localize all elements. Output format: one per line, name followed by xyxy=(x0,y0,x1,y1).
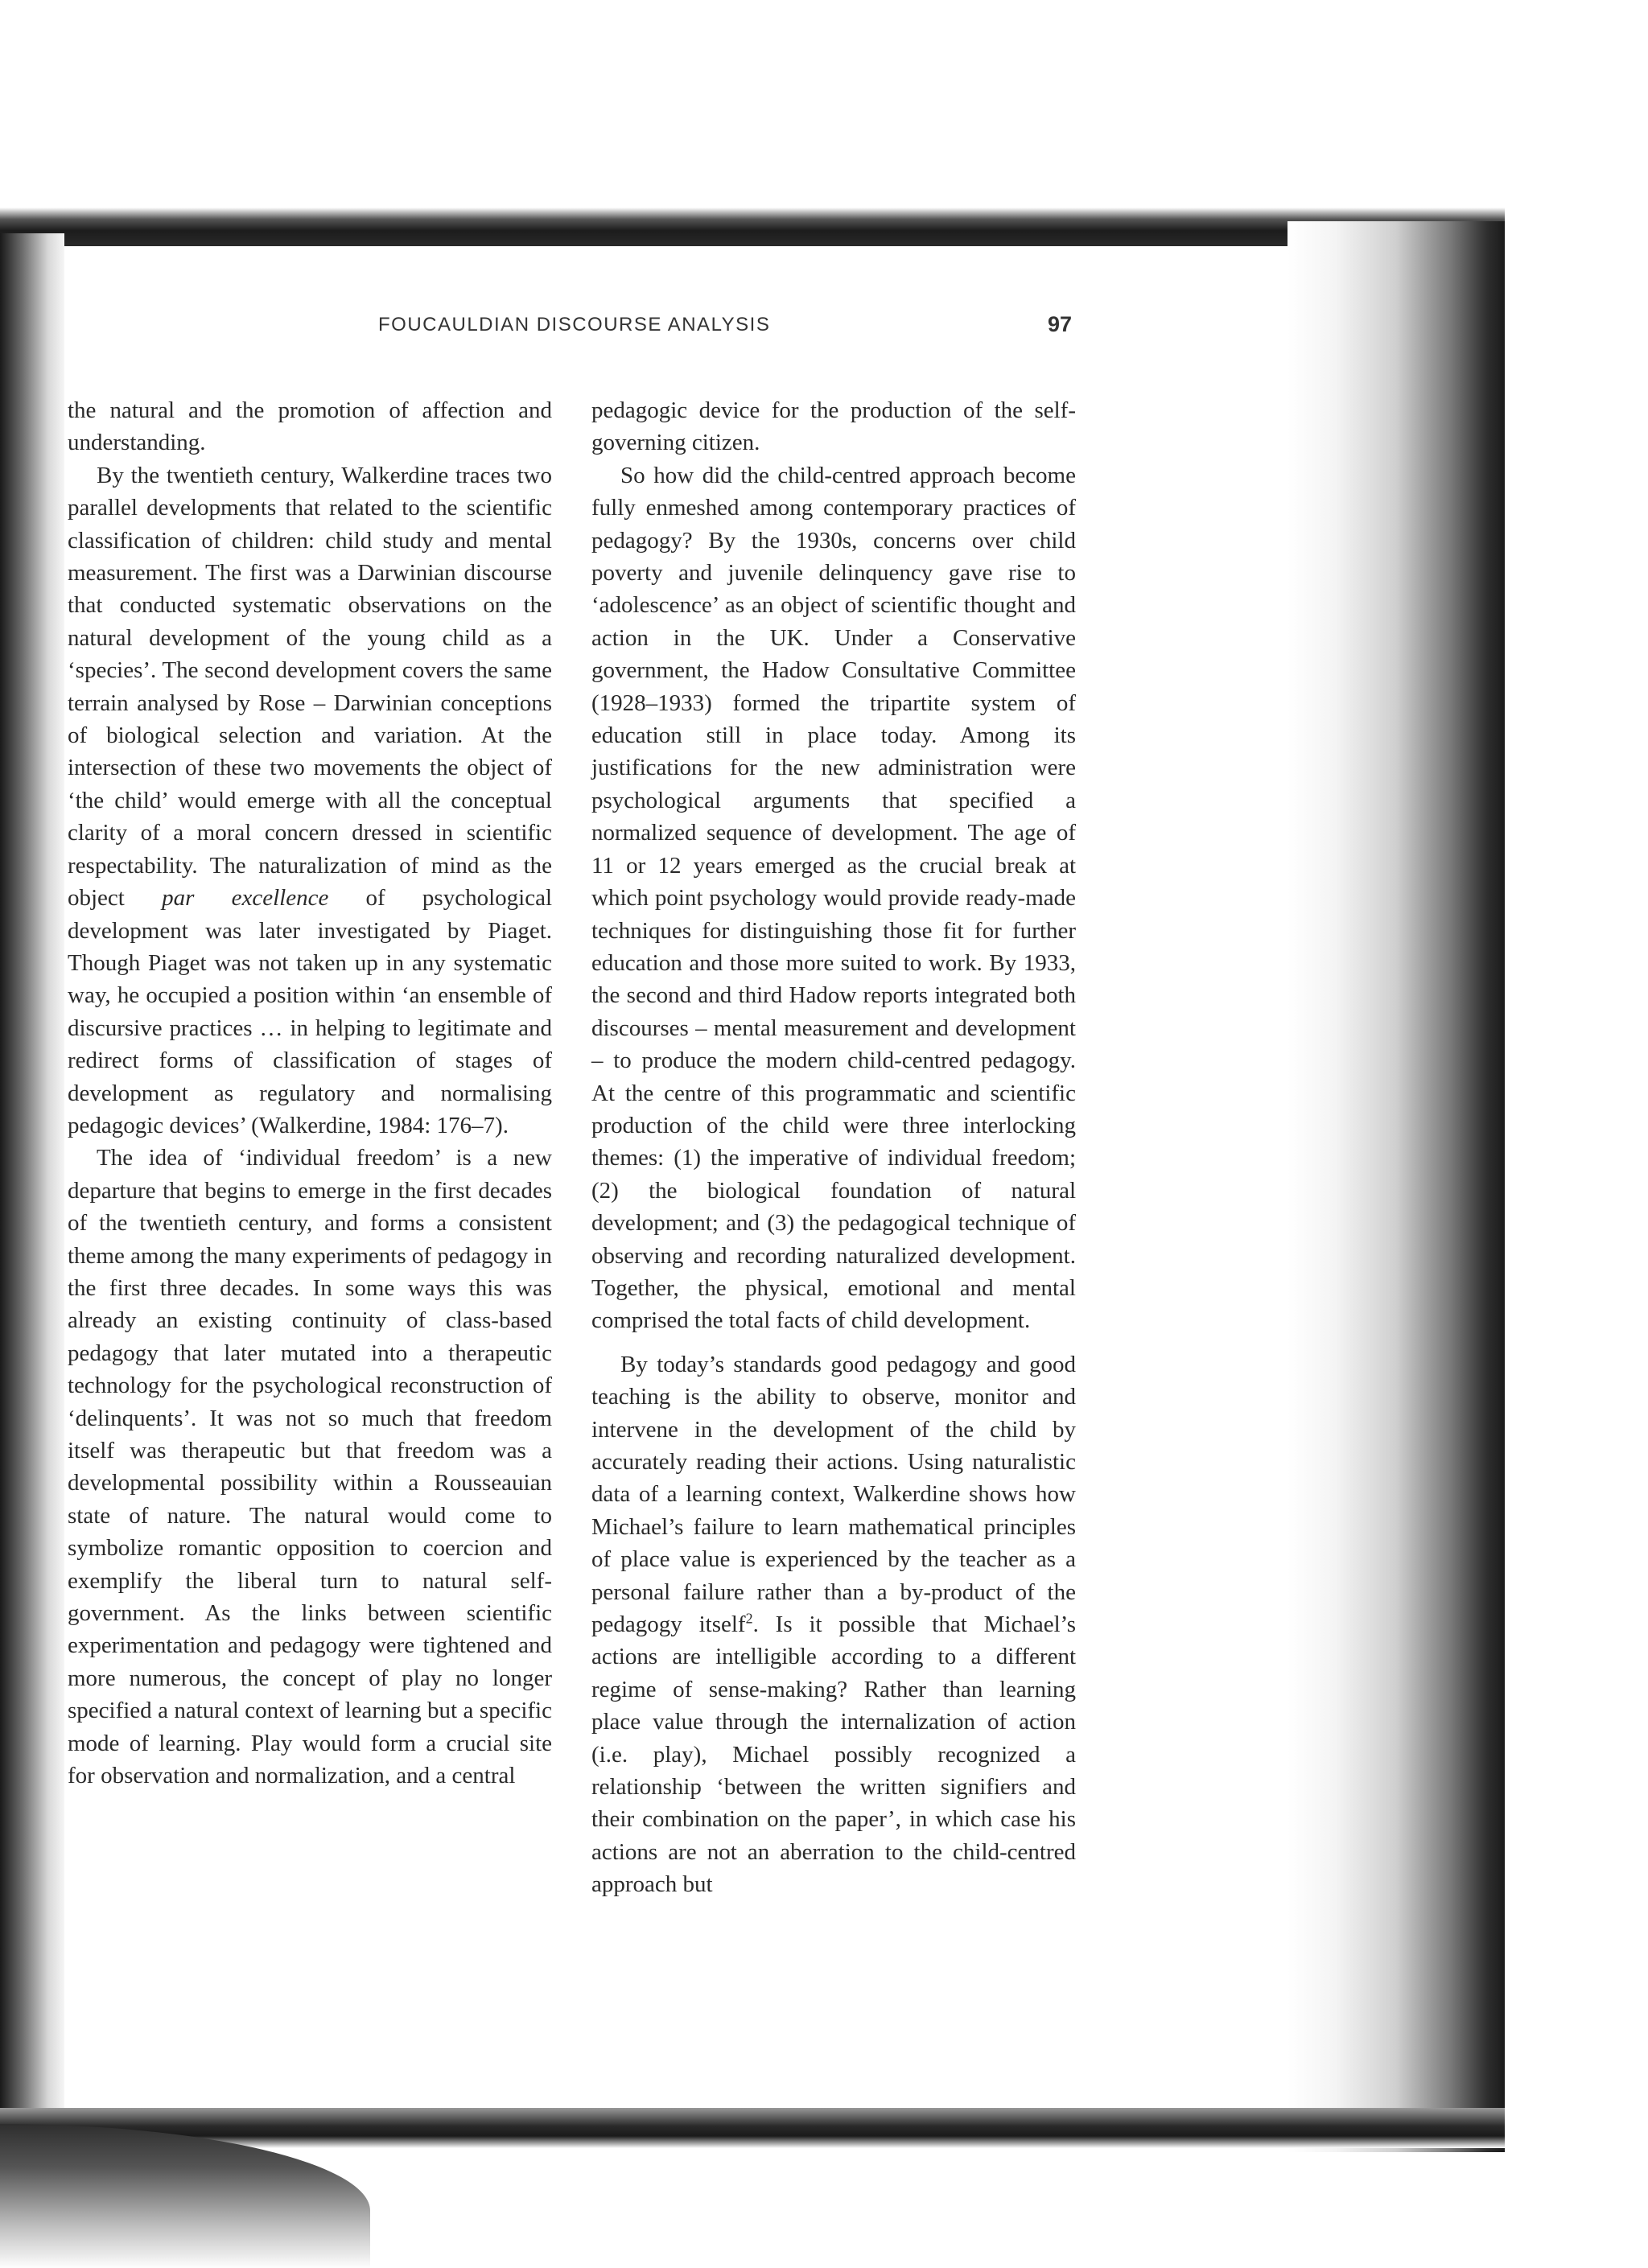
page-number: 97 xyxy=(1048,312,1073,336)
running-head: FOUCAULDIAN DISCOURSE ANALYSIS xyxy=(378,314,771,335)
paragraph-text: . Is it possible that Michael’s actions are intelligible according to a different regime of sense-making? Rather than learning place value through the internalization of action (i.e. play), Michael possibly recognized a relationship ‘between the written signifiers and their combination on the paper’, in which case his actions are not an aberration to the child-centred approach but xyxy=(591,1611,1076,1898)
paragraph: So how did the child-centred approach become fully enmeshed among contemporary practices of pedagogy? By the 1930s, concerns over child poverty and juvenile delinquency gave rise to ‘adolescence’ as an object of scientific thought and action in the UK. Under a Conservative government, the Hadow Consultative Committee (1928–1933) formed the tripartite system of education still in place today. Among its justifications for the new administration were psychological arguments that specified a normalized sequence of development. The age of 11 or 12 years emerged as the crucial break at which point psychology would provide ready-made techniques for distinguishing those fit for further education and those more suited to work. By 1933, the second and third Hadow reports integrated both discourses – mental measurement and development – to produce the modern child-centred pedagogy. At the centre of this programmatic and scientific production of the child were three interlocking themes: (1) the imperative of individual freedom; (2) the biological foundation of natural development; and (3) the pedagogical technique of observing and recording naturalized development. Together, the physical, emotional and mental comprised the total facts of child development. xyxy=(591,462,1076,1334)
paragraph: the natural and the promotion of affection and understanding. xyxy=(68,397,552,456)
paragraph: pedagogic device for the production of the self-governing citizen. xyxy=(591,397,1076,456)
left-column xyxy=(68,394,552,1792)
paragraph-text: By the twentieth century, Walkerdine traces two parallel developments that related to the scientific classification of children: child study and mental measurement. The first was a Darwinian discourse that conducted systematic observations on the natural development of the young child as a ‘species’. The second development covers the same terrain analysed by Rose – Darwinian conceptions of biological selection and variation. At the intersection of these two movements the object of ‘the child’ would emerge with all the conceptual clarity of a moral concern dressed in scientific respectability. The naturalization of mind as the object xyxy=(68,462,552,912)
page-left-edge xyxy=(0,233,64,2164)
footnote-marker: 2 xyxy=(745,1610,753,1627)
paragraph xyxy=(68,459,552,1142)
paragraph-text: By today’s standards good pedagogy and good teaching is the ability to observe, monitor and intervene in the development of the child by accurately reading their actions. Using naturalistic data of a learning context, Walkerdine shows how Michael’s failure to learn mathematical principles of place value is experienced by the teacher as a personal failure rather than a by-product of the pedagogy itself xyxy=(591,1351,1076,1638)
paragraph-text: of psychological development was later investigated by Piaget. Though Piaget was not taken up in any systematic way, he occupied a position within ‘an ensemble of discursive practices … in helping to legitimate and redirect forms of classification of stages of development as regulatory and normalising pedagogic devices’ (Walkerdine, 1984: 176–7). xyxy=(68,885,553,1138)
book-gutter-shadow xyxy=(1288,221,1505,2152)
paragraph xyxy=(591,1348,1076,1901)
italic-phrase: par excellence xyxy=(162,885,329,912)
facing-page-edge xyxy=(1505,0,1648,2268)
right-column xyxy=(591,394,1076,1901)
paragraph: The idea of ‘individual freedom’ is a new departure that begins to emerge in the first decades of the twentieth century, and forms a consistent theme among the many experiments of pedagogy in the first three decades. In some ways this was already an existing continuity of class-based pedagogy that later mutated into a therapeutic technology for the psychological reconstruction of ‘delinquents’. It was not so much that freedom itself was therapeutic but that freedom was a developmental possibility within a Rousseauian state of nature. The natural would come to symbolize romantic opposition to coercion and exemplify the liberal turn to natural self-government. As the links between scientific experimentation and pedagogy were tightened and more numerous, the concept of play no longer specified a natural context of learning but a specific mode of learning. Play would form a crucial site for observation and normalization, and a central xyxy=(68,1145,552,1789)
page-top-shadow xyxy=(0,208,1505,246)
